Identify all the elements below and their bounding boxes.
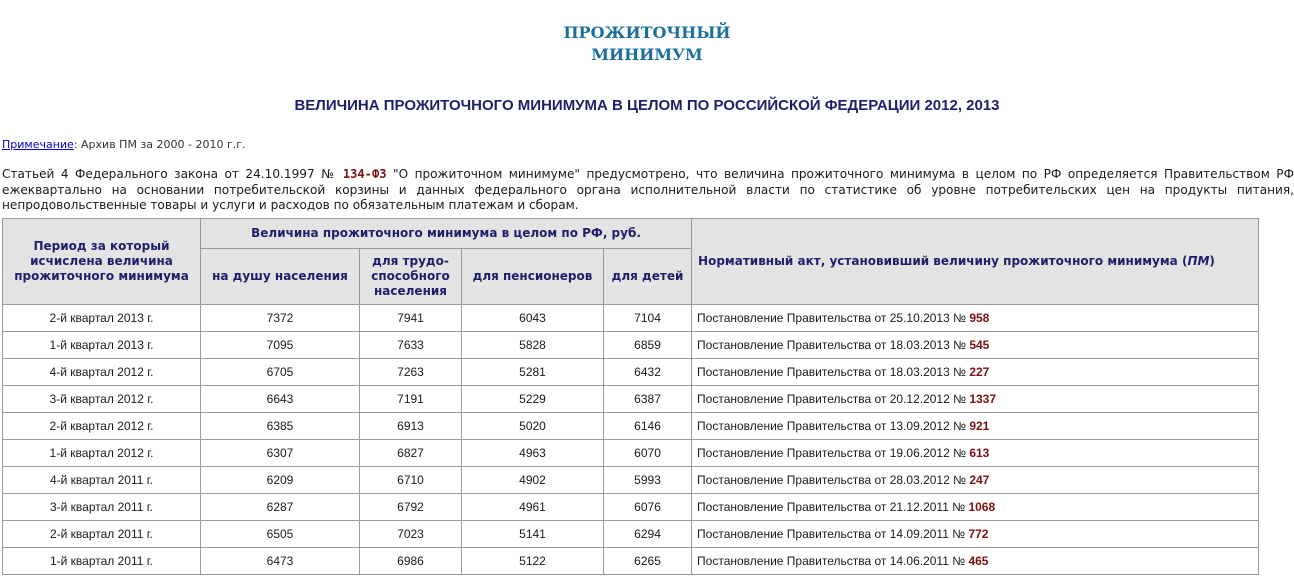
cell-children: 6265 — [604, 548, 692, 575]
table-row — [3, 305, 1259, 332]
cell-pensioners: 5141 — [462, 521, 604, 548]
law-number: 134-ФЗ — [342, 167, 387, 181]
cell-working: 6913 — [360, 413, 462, 440]
cell-period: 3-й квартал 2011 г. — [3, 494, 201, 521]
act-text: Постановление Правительства от 25.10.2013 № — [697, 311, 970, 325]
header-period: Период за который исчислена величина прожиточного минимума — [3, 219, 201, 305]
intro-after: "О прожиточном минимуме" предусмотрено, что величина прожиточного минимума в целом по РФ определяется Правительством РФ ежеквартально на основании потребительской корзины и данных федерального органа исполнительной власти по статистике об уровне потребительских цен на продукты питания, непродовольственные товары и услуги и расходов по обязательным платежам и сборам. — [2, 167, 1294, 212]
act-number: 247 — [969, 473, 990, 487]
cell-per-capita: 6385 — [201, 413, 360, 440]
cell-working: 7633 — [360, 332, 462, 359]
act-number: 465 — [968, 554, 989, 568]
header-per-capita: на душу населения — [201, 249, 360, 305]
cell-per-capita: 6209 — [201, 467, 360, 494]
cell-period: 2-й квартал 2011 г. — [3, 521, 201, 548]
cell-period: 1-й квартал 2012 г. — [3, 440, 201, 467]
cell-act — [692, 386, 1259, 413]
cell-children: 6294 — [604, 521, 692, 548]
cell-working: 6792 — [360, 494, 462, 521]
act-text: Постановление Правительства от 21.12.2011 № — [697, 500, 969, 514]
cell-pensioners: 4902 — [462, 467, 604, 494]
site-title — [0, 22, 1294, 66]
site-title-line2: МИНИМУМ — [591, 45, 703, 64]
cell-act — [692, 494, 1259, 521]
cell-working: 7191 — [360, 386, 462, 413]
act-number: 1068 — [968, 500, 996, 514]
table-row — [3, 494, 1259, 521]
cell-per-capita: 6473 — [201, 548, 360, 575]
act-text: Постановление Правительства от 20.12.2012 № — [697, 392, 970, 406]
cell-period: 1-й квартал 2013 г. — [3, 332, 201, 359]
cell-period: 3-й квартал 2012 г. — [3, 386, 201, 413]
cell-children: 6146 — [604, 413, 692, 440]
table-row — [3, 467, 1259, 494]
note-text: : Архив ПМ за 2000 - 2010 г.г. — [73, 138, 246, 151]
site-title-line1: ПРОЖИТОЧНЫЙ — [563, 23, 731, 42]
note — [2, 138, 246, 151]
header-working: для трудо-способного населения — [360, 249, 462, 305]
table-row — [3, 386, 1259, 413]
page-heading: ВЕЛИЧИНА ПРОЖИТОЧНОГО МИНИМУМА В ЦЕЛОМ ПО РОССИЙСКОЙ ФЕДЕРАЦИИ 2012, 2013 — [294, 97, 1000, 114]
act-text: Постановление Правительства от 19.06.2012 № — [697, 446, 970, 460]
cell-act — [692, 413, 1259, 440]
cell-per-capita: 6505 — [201, 521, 360, 548]
cell-period: 1-й квартал 2011 г. — [3, 548, 201, 575]
act-text: Постановление Правительства от 14.09.2011 № — [697, 527, 969, 541]
cell-children: 6076 — [604, 494, 692, 521]
note-link[interactable]: Примечание — [2, 138, 74, 151]
cell-per-capita: 6643 — [201, 386, 360, 413]
cell-per-capita: 6705 — [201, 359, 360, 386]
act-text: Постановление Правительства от 13.09.2012 № — [697, 419, 970, 433]
cell-act — [692, 440, 1259, 467]
cell-per-capita: 6307 — [201, 440, 360, 467]
act-number: 545 — [969, 338, 990, 352]
act-text: Постановление Правительства от 18.03.2013 № — [697, 338, 970, 352]
act-number: 227 — [969, 365, 990, 379]
table-row — [3, 332, 1259, 359]
table-row — [3, 413, 1259, 440]
intro-paragraph — [2, 167, 1294, 214]
cell-period: 2-й квартал 2012 г. — [3, 413, 201, 440]
act-number: 921 — [969, 419, 990, 433]
cell-period: 2-й квартал 2013 г. — [3, 305, 201, 332]
header-act-abbr: ПМ — [1187, 254, 1210, 268]
act-number: 772 — [968, 527, 989, 541]
cell-pensioners: 4961 — [462, 494, 604, 521]
header-act-close: ) — [1209, 254, 1215, 268]
header-group: Величина прожиточного минимума в целом по РФ, руб. — [201, 219, 692, 249]
cell-pensioners: 5122 — [462, 548, 604, 575]
act-text: Постановление Правительства от 14.06.2011 № — [697, 554, 969, 568]
cell-working: 6710 — [360, 467, 462, 494]
cell-children: 5993 — [604, 467, 692, 494]
cell-per-capita: 6287 — [201, 494, 360, 521]
cell-working: 7263 — [360, 359, 462, 386]
cell-per-capita: 7372 — [201, 305, 360, 332]
header-act — [692, 219, 1259, 305]
table-row — [3, 521, 1259, 548]
cell-children: 6070 — [604, 440, 692, 467]
cell-pensioners: 4963 — [462, 440, 604, 467]
cell-pensioners: 6043 — [462, 305, 604, 332]
cell-period: 4-й квартал 2011 г. — [3, 467, 201, 494]
act-number: 1337 — [969, 392, 997, 406]
cell-children: 6859 — [604, 332, 692, 359]
table-row — [3, 440, 1259, 467]
cell-act — [692, 467, 1259, 494]
cell-working: 7023 — [360, 521, 462, 548]
subsistence-table — [2, 218, 1259, 575]
table-row — [3, 548, 1259, 575]
act-number: 958 — [969, 311, 990, 325]
cell-children: 6432 — [604, 359, 692, 386]
cell-pensioners: 5828 — [462, 332, 604, 359]
cell-working: 7941 — [360, 305, 462, 332]
cell-act — [692, 359, 1259, 386]
cell-pensioners: 5020 — [462, 413, 604, 440]
cell-working: 6986 — [360, 548, 462, 575]
cell-act — [692, 305, 1259, 332]
cell-pensioners: 5229 — [462, 386, 604, 413]
cell-children: 7104 — [604, 305, 692, 332]
header-pensioners: для пенсионеров — [462, 249, 604, 305]
table-row — [3, 359, 1259, 386]
cell-per-capita: 7095 — [201, 332, 360, 359]
header-children: для детей — [604, 249, 692, 305]
cell-working: 6827 — [360, 440, 462, 467]
cell-act — [692, 332, 1259, 359]
cell-pensioners: 5281 — [462, 359, 604, 386]
cell-children: 6387 — [604, 386, 692, 413]
act-text: Постановление Правительства от 28.03.2012 № — [697, 473, 970, 487]
cell-act — [692, 548, 1259, 575]
intro-before: Статьей 4 Федерального закона от 24.10.1997 № — [2, 167, 343, 181]
cell-act — [692, 521, 1259, 548]
act-text: Постановление Правительства от 18.03.2013 № — [697, 365, 970, 379]
cell-period: 4-й квартал 2012 г. — [3, 359, 201, 386]
header-act-text: Нормативный акт, установивший величину прожиточного минимума ( — [698, 254, 1188, 268]
act-number: 613 — [969, 446, 990, 460]
